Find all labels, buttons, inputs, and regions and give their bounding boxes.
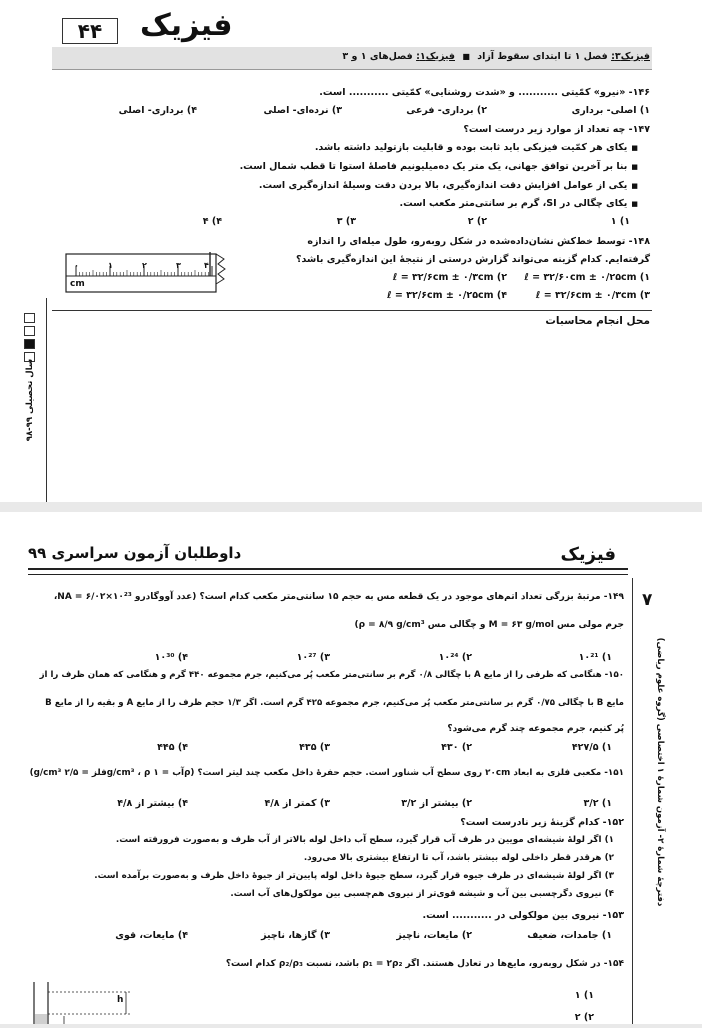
q149-stem-line1: ۱۴۹- مرتبهٔ بزرگی تعداد اتم‌های موجود در یک قطعه مس به حجم ۱۵ سانتی‌متر مکعب کدام است؟ (عدد آووگادرو NA = ۶/۰۲×۱۰²³، <box>53 592 624 602</box>
page-top <box>0 0 702 502</box>
q151-stem: ۱۵۱- مکعبی فلزی به ابعاد ۲۰cm روی سطح آب شناور است. حجم حفرهٔ داخل مکعب چند لیتر است؟ (ρآب = ۱ g/cm³ ، ρفلز = ۲/۵ g/cm³) <box>29 768 624 778</box>
ruler-svg <box>60 250 235 298</box>
topic-physics3-label: فیزیک۳: <box>611 51 650 62</box>
q147-item-3: ■ یکی از عوامل افزایش دقت اندازه‌گیری، بالا بردن دقت وسیلهٔ اندازه‌گیری است. <box>259 180 638 191</box>
page-bottom <box>0 512 702 1024</box>
q147-item-4: ■ یکای چگالی در SI، گرم بر سانتی‌متر مکعب است. <box>399 198 638 209</box>
q146-option-2[interactable]: ۲) برداری- فرعی <box>406 105 487 116</box>
q151-option-4[interactable]: ۴) بیشتر از ۴/۸ <box>117 798 188 809</box>
q146-option-1[interactable]: ۱) اصلی- برداری <box>571 105 650 116</box>
ruler-tick-label-0: ۰ <box>74 261 79 270</box>
q149-option-4[interactable]: ۴) ۱۰³⁰ <box>154 652 188 663</box>
q154-figure-h-label: h <box>117 995 124 1005</box>
topic-physics1-label: فیزیک۱: <box>416 51 455 62</box>
q147-option-2[interactable]: ۲) ۲ <box>467 216 487 227</box>
q150-stem-line3: پُر کنیم، جرم مجموعه چند گرم می‌شود؟ <box>447 724 624 734</box>
ruler-figure <box>60 250 235 298</box>
page2-subject-title: فیزیک <box>560 544 616 565</box>
q154-figure <box>28 982 138 1024</box>
page2-header-title: داوطلبان آزمون سراسری ۹۹ <box>28 544 242 562</box>
q153-option-3[interactable]: ۳) گازها، ناچیز <box>261 930 330 941</box>
q146-option-3[interactable]: ۳) نرده‌ای- اصلی <box>263 105 342 116</box>
q148-option-2[interactable]: ۲) ℓ = ۳۲/۶cm ± ۰/۳cm <box>392 272 507 283</box>
q151-option-2[interactable]: ۲) بیشتر از ۳/۲ <box>401 798 472 809</box>
q153-option-1[interactable]: ۱) جامدات، ضعیف <box>527 930 612 941</box>
q154-option-2[interactable]: ۲) ۲ <box>574 1012 594 1023</box>
ruler-tick-label-2: ۲ <box>142 261 147 270</box>
ruler-tick-label-3: ۳ <box>176 261 181 270</box>
q147-option-4[interactable]: ۴) ۴ <box>202 216 222 227</box>
q146-option-4[interactable]: ۴) برداری- اصلی <box>118 105 197 116</box>
ruler-tick-label-4: ۴ <box>204 261 209 270</box>
q147-item-2: ■ بنا بر آخرین توافق جهانی، یک متر یک ده‌میلیونیم فاصلهٔ استوا تا قطب شمال است. <box>240 161 638 172</box>
q149-option-2[interactable]: ۲) ۱۰²⁴ <box>438 652 472 663</box>
q150-stem-line1: ۱۵۰- هنگامی که ظرفی را از مایع A با چگالی ۰/۸ گرم بر سانتی‌متر مکعب پُر می‌کنیم، جرم مجموعه ۴۴۰ گرم و هنگامی که همان ظرف را از <box>39 670 624 680</box>
q149-option-1[interactable]: ۱) ۱۰²¹ <box>578 652 612 663</box>
q148-option-1[interactable]: ۱) ℓ = ۳۲/۶۰cm ± ۰/۲۵cm <box>524 272 650 283</box>
q153-option-4[interactable]: ۴) مایعات، قوی <box>115 930 188 941</box>
q146-stem: ۱۴۶- «نیرو» کمّیتی ........... و «شدت روشنایی» کمّیتی ........... است. <box>319 87 650 98</box>
ruler-unit-label: cm <box>70 279 85 289</box>
subject-title: فیزیک <box>140 8 233 43</box>
side-box-2 <box>24 326 35 336</box>
q153-option-2[interactable]: ۲) مایعات، ناچیز <box>396 930 472 941</box>
page2-side-divider <box>632 578 633 1024</box>
q151-option-3[interactable]: ۳) کمتر از ۴/۸ <box>264 798 330 809</box>
page2-side-label: دفترچهٔ شمارهٔ ۲- آزمون شمارهٔ ۱ اختصاصی (گروه علوم ریاضی) <box>655 637 665 907</box>
q148-stem-line2: گرفته‌ایم. کدام گزینه می‌تواند گزارش درستی از نتیجهٔ این اندازه‌گیری باشد؟ <box>295 254 650 265</box>
q148-stem-line1: ۱۴۸- توسط خط‌کش نشان‌داده‌شده در شکل روبه‌رو، طول میله‌ای را اندازه <box>307 236 650 247</box>
q154-stem: ۱۵۴- در شکل روبه‌رو، مایع‌ها در تعادل هستند. اگر ρ₁ = ۲ρ₂ باشد، نسبت ρ₂/ρ₃ کدام است؟ <box>225 959 624 969</box>
page2-header-rule <box>28 568 628 575</box>
q152-option-3[interactable]: ۳) اگر لولهٔ شیشه‌ای در ظرف جیوه قرار گیرد، سطح جیوهٔ داخل لوله پایین‌تر از جیوهٔ داخل ظرف و به‌صورت برآمده است. <box>94 871 614 881</box>
q149-option-3[interactable]: ۳) ۱۰²⁷ <box>296 652 330 663</box>
scratch-area-divider <box>52 310 652 311</box>
q149-stem-line2: جرم مولی مس M = ۶۳ g/mol و چگالی مس ρ = ۸/۹ g/cm³) <box>354 620 624 630</box>
q152-option-2[interactable]: ۲) هرقدر قطر داخلی لوله بیشتر باشد، آب تا ارتفاع بیشتری بالا می‌رود. <box>303 853 614 863</box>
q147-option-3[interactable]: ۳) ۳ <box>336 216 356 227</box>
q150-option-4[interactable]: ۴) ۴۴۵ <box>157 742 188 753</box>
q152-stem: ۱۵۲- کدام گزینهٔ زیر نادرست است؟ <box>460 817 624 828</box>
q147-stem: ۱۴۷- چه تعداد از موارد زیر درست است؟ <box>463 124 650 135</box>
q152-option-1[interactable]: ۱) اگر لولهٔ شیشه‌ای مویین در ظرف آب قرار گیرد، سطح آب داخل لوله بالاتر از آب ظرف و به‌صورت فرورفته است. <box>115 835 614 845</box>
side-box-1 <box>24 313 35 323</box>
ruler-tick-label-1: ۱ <box>108 261 113 270</box>
q148-option-4[interactable]: ۴) ℓ = ۳۲/۶cm ± ۰/۲۵cm <box>387 290 507 301</box>
q150-stem-line2: مایع B با چگالی ۰/۷۵ گرم بر سانتی‌متر مکعب پُر می‌کنیم، جرم مجموعه ۴۲۵ گرم است. اگر ۱/۳ حجم ظرف را از مایع A و بقیه را از مایع B <box>45 698 624 708</box>
q153-stem: ۱۵۳- نیروی بین مولکولی در ........... است. <box>422 910 624 921</box>
q151-option-1[interactable]: ۱) ۳/۲ <box>583 798 612 809</box>
topic-physics1-text: فصل‌های ۱ و ۳ <box>342 51 413 62</box>
q154-option-1[interactable]: ۱) ۱ <box>574 990 594 1001</box>
topic-physics3-text: فصل ۱ تا ابتدای سقوط آزاد <box>477 51 608 62</box>
q150-option-1[interactable]: ۱) ۴۲۷/۵ <box>571 742 612 753</box>
topic-separator-icon: ■ <box>462 52 470 61</box>
q150-option-2[interactable]: ۲) ۴۳۰ <box>441 742 472 753</box>
page-number: ۴۴ <box>62 18 118 44</box>
q148-option-3[interactable]: ۳) ℓ = ۳۲/۶cm ± ۰/۳cm <box>535 290 650 301</box>
topic-bar-text <box>342 51 650 62</box>
q147-option-1[interactable]: ۱) ۱ <box>610 216 630 227</box>
scratch-area-label: محل انجام محاسبات <box>545 315 650 327</box>
page2-page-number: ۷ <box>642 590 653 610</box>
q150-option-3[interactable]: ۳) ۴۳۵ <box>299 742 330 753</box>
q152-option-4[interactable]: ۴) نیروی دگرچسبی بین آب و شیشه قوی‌تر از نیروی هم‌چسبی بین مولکول‌های آب است. <box>230 889 614 899</box>
q147-item-1: ■ یکای هر کمّیت فیزیکی باید ثابت بوده و قابلیت بازتولید داشته باشد. <box>315 142 638 153</box>
side-year-label: سال تحصیلی ۹۹-۹۸ <box>25 358 35 442</box>
